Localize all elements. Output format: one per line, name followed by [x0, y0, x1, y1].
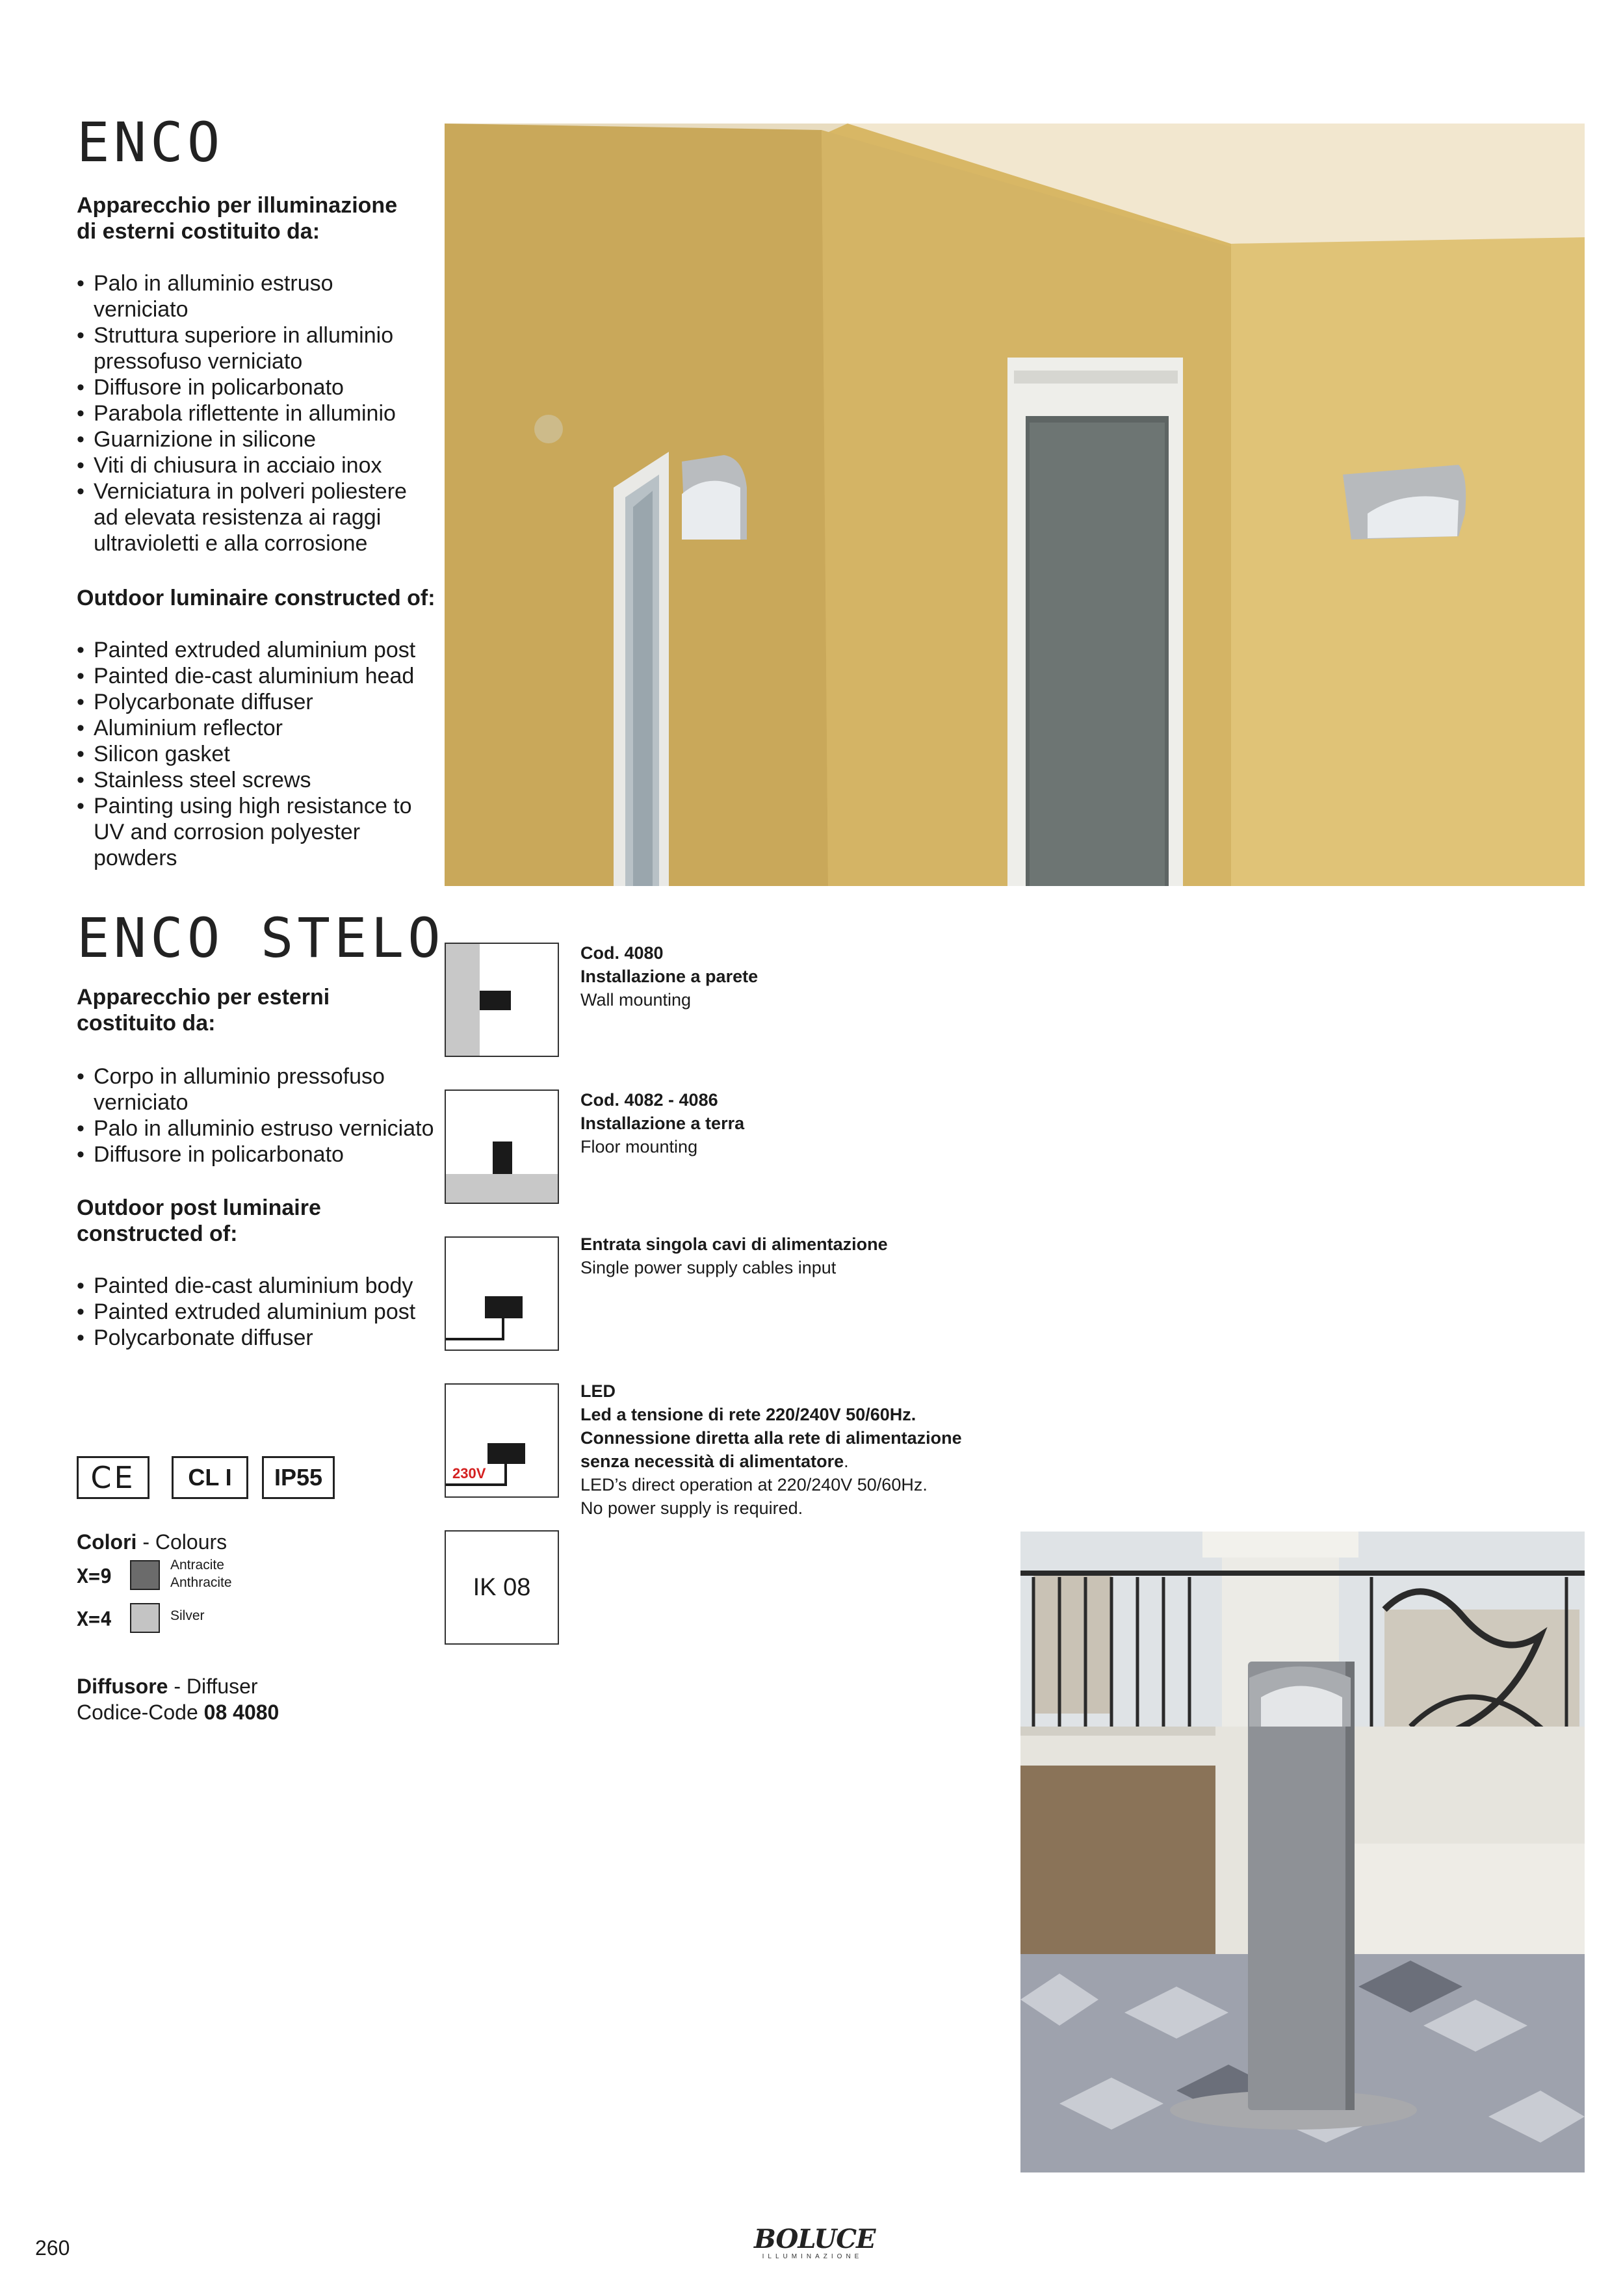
list-item: • Painted die-cast aluminium body [77, 1273, 441, 1299]
diffuser-code: 08 4080 [203, 1701, 279, 1724]
wall-mounting-code: Cod. 4080 [580, 943, 664, 963]
diffuser-info [77, 1673, 279, 1725]
wall-mounting-icon [445, 943, 559, 1057]
led-line-it-2: Connessione diretta alla rete di alimentazione [580, 1428, 962, 1448]
list-item: • Struttura superiore in alluminio pressofuso verniciato [77, 322, 428, 374]
wall-mounting-label-it: Installazione a parete [580, 967, 759, 986]
page-number: 260 [35, 2236, 70, 2260]
list-item: • Painting using high resistance to UV and corrosion polyester powders [77, 793, 428, 871]
cable-input-label-it: Entrata singola cavi di alimentazione [580, 1234, 888, 1254]
stelo-list-it [77, 1063, 441, 1168]
floor-mounting-icon [445, 1089, 559, 1204]
led-line-en-1: LED’s direct operation at 220/240V 50/60Hz. [580, 1475, 928, 1494]
colours-heading [77, 1530, 227, 1554]
list-item: • Parabola riflettente in alluminio [77, 400, 428, 426]
enco-title: ENCO [77, 111, 224, 174]
wall-mounting-text [580, 941, 758, 1011]
ce-mark-badge [77, 1456, 149, 1499]
enco-lead-it: Apparecchio per illuminazione di esterni costituito da: [77, 193, 398, 244]
ip-rating-badge: IP55 [262, 1456, 335, 1499]
enco-lead-en: Outdoor luminaire constructed of: [77, 586, 435, 610]
led-line-en-2: No power supply is required. [580, 1498, 803, 1518]
led-title: LED [580, 1381, 616, 1401]
list-item: • Guarnizione in silicone [77, 426, 428, 452]
list-item: • Palo in alluminio estruso verniciato [77, 1115, 441, 1141]
ce-mark-icon: CE [90, 1460, 136, 1495]
colours-label-en: - Colours [136, 1530, 227, 1554]
cable-input-label-en: Single power supply cables input [580, 1258, 837, 1277]
diffuser-label-it: Diffusore [77, 1675, 168, 1698]
floor-mounting-label-en: Floor mounting [580, 1137, 698, 1156]
list-item: • Corpo in alluminio pressofuso verniciato [77, 1063, 441, 1115]
colour-code: X=4 [77, 1608, 112, 1631]
stelo-lead-it: Apparecchio per esterni costituito da: [77, 985, 330, 1036]
colour-name-en: Anthracite [170, 1575, 232, 1590]
bollard-photo-image [1020, 1532, 1585, 2172]
floor-mounting-code: Cod. 4082 - 4086 [580, 1090, 718, 1110]
cable-input-text [580, 1233, 888, 1279]
class-badge: CL I [172, 1456, 248, 1499]
colours-label-it: Colori [77, 1530, 137, 1554]
list-item: • Verniciatura in polveri poliestere ad elevata resistenza ai raggi ultravioletti e alla corrosione [77, 478, 428, 556]
led-230v-icon [445, 1383, 559, 1498]
list-item: • Stainless steel screws [77, 767, 428, 793]
cable-input-icon [445, 1236, 559, 1351]
colour-swatch-anthracite [130, 1560, 160, 1590]
led-line-it-1: Led a tensione di rete 220/240V 50/60Hz. [580, 1405, 916, 1424]
wall-mounting-label-en: Wall mounting [580, 990, 692, 1010]
stelo-list-en [77, 1273, 441, 1351]
list-item: • Palo in alluminio estruso verniciato [77, 270, 428, 322]
list-item: • Painted extruded aluminium post [77, 1299, 441, 1325]
ik-rating-label: IK 08 [473, 1573, 531, 1601]
brand-subtitle: ILLUMINAZIONE [762, 2253, 863, 2260]
diffuser-label-en: - Diffuser [168, 1675, 258, 1698]
led-line-it-3: senza necessità di alimentatore [580, 1452, 844, 1471]
brand-logo [754, 2224, 876, 2260]
bollard-photo [1020, 1532, 1585, 2172]
colour-name-it: Antracite [170, 1558, 224, 1572]
enco-list-it [77, 270, 428, 556]
led-text [580, 1379, 962, 1520]
diffuser-code-label: Codice-Code [77, 1701, 204, 1724]
floor-mounting-label-it: Installazione a terra [580, 1114, 745, 1133]
list-item: • Diffusore in policarbonato [77, 374, 428, 400]
brand-name: BOLUCE [754, 2224, 876, 2254]
colour-name [170, 1556, 232, 1591]
list-item: • Painted die-cast aluminium head [77, 663, 428, 689]
wall-lamp-photo [445, 124, 1585, 886]
list-item: • Diffusore in policarbonato [77, 1141, 441, 1168]
floor-mounting-text [580, 1088, 744, 1158]
stelo-lead-en: Outdoor post luminaire constructed of: [77, 1195, 321, 1246]
voltage-label: 230V [452, 1465, 486, 1481]
wall-lamp-right [1343, 465, 1466, 540]
stelo-title: ENCO STELO [77, 906, 445, 970]
colour-name: Silver [170, 1608, 205, 1623]
list-item: • Painted extruded aluminium post [77, 637, 428, 663]
wall-lamp-left [682, 455, 747, 540]
enco-list-en [77, 637, 428, 871]
list-item: • Aluminium reflector [77, 715, 428, 741]
list-item: • Polycarbonate diffuser [77, 689, 428, 715]
colour-swatch-silver [130, 1603, 160, 1633]
ik-rating-icon [445, 1530, 559, 1645]
list-item: • Silicon gasket [77, 741, 428, 767]
colour-code: X=9 [77, 1565, 112, 1588]
wall-lamp-photo-image [445, 124, 1585, 886]
list-item: • Viti di chiusura in acciaio inox [77, 452, 428, 478]
led-line-it-3-end: . [844, 1452, 849, 1471]
list-item: • Polycarbonate diffuser [77, 1325, 441, 1351]
